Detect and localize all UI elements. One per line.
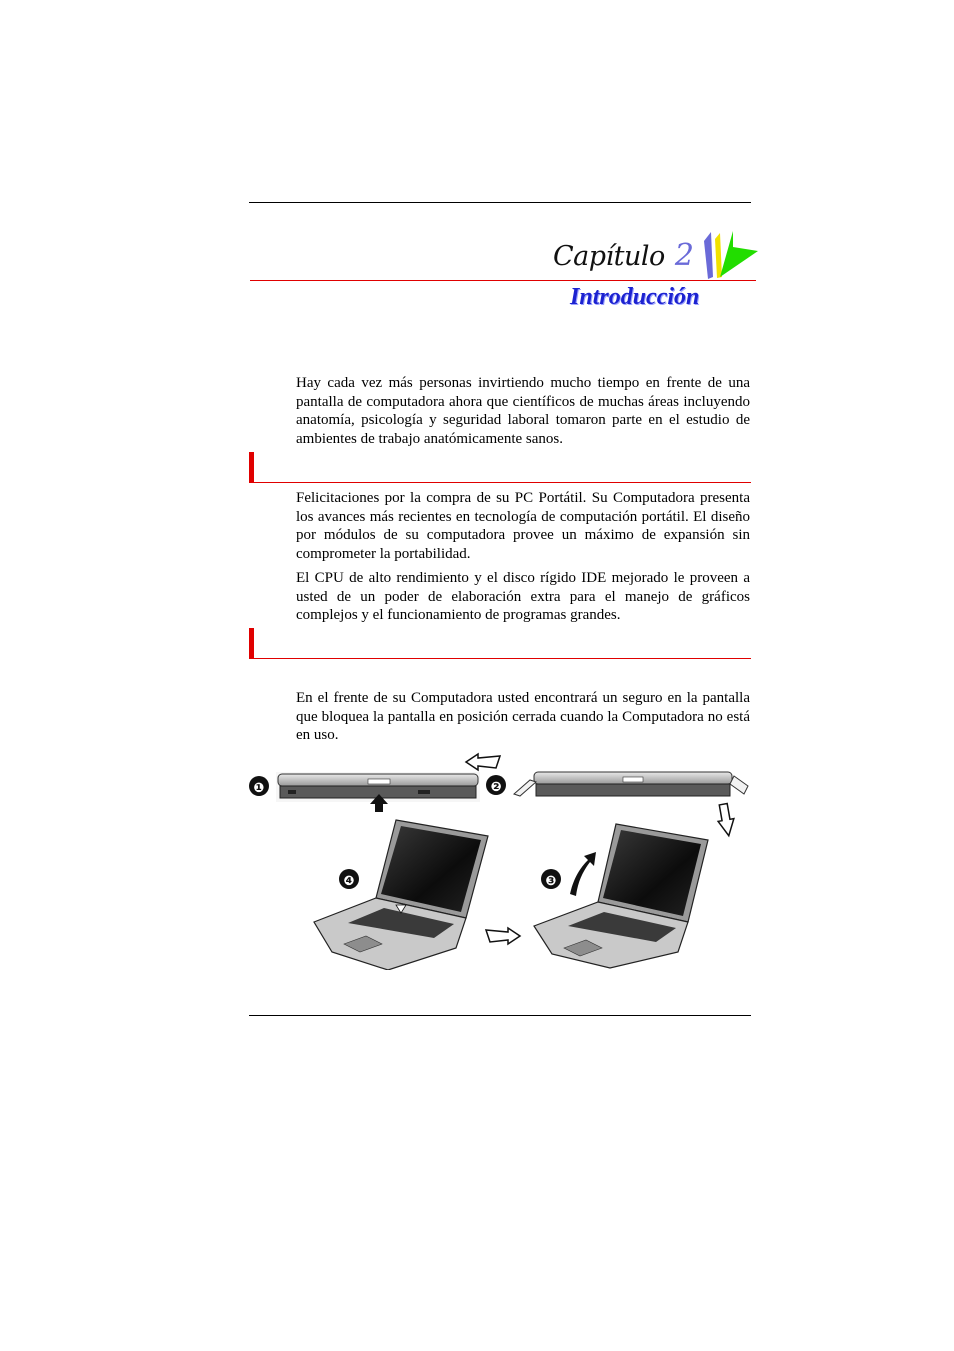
section-divider-2 (249, 628, 751, 659)
latch-paragraph: En el frente de su Computadora usted encontrará un seguro en la pantalla que bloquea la pantalla en posición cerrada cuando la Computadora no está en uso. (296, 690, 750, 744)
step-2-badge: ❷ (490, 780, 502, 795)
step-4-group (314, 820, 488, 970)
section-line (249, 482, 751, 483)
section-line (249, 658, 751, 659)
step-2-group (486, 772, 748, 796)
step-4-badge: ❹ (343, 874, 355, 889)
latch-illustration (248, 748, 754, 970)
lift-arrow-icon (570, 852, 596, 896)
footer-rule (249, 1015, 751, 1016)
chapter-logo-icon (703, 229, 759, 281)
arrow-down-icon (715, 803, 736, 837)
step-1-badge: ❶ (253, 781, 265, 796)
finger-left-icon (514, 780, 536, 796)
laptop-opening-diagram (248, 748, 754, 970)
step-3-group (534, 824, 708, 968)
section-marker (249, 628, 254, 659)
header-rule (249, 202, 751, 203)
arrow-right-icon (466, 754, 500, 770)
cpu-paragraph: El CPU de alto rendimiento y el disco rígido IDE mejorado le proveen a usted de un poder de elaboración extra para el manejo de gráficos complejos y el funcionamiento de programas grandes. (296, 570, 750, 624)
congrats-paragraph: Felicitaciones por la compra de su PC Portátil. Su Computadora presenta los avances más recientes en tecnología de computación portátil. El diseño por módulos de su computadora provee un máximo de expansión sin comprometer la portabilidad. (296, 490, 750, 562)
chapter-title: Introducción (570, 284, 700, 310)
finger-right-icon (730, 776, 748, 794)
chapter-red-rule (250, 280, 756, 281)
step-3-badge: ❸ (545, 874, 557, 889)
section-marker (249, 452, 254, 483)
arrow-left-icon (486, 928, 520, 944)
section-divider-1 (249, 452, 751, 483)
chapter-number: 2 (674, 238, 694, 273)
step-1-group (249, 772, 480, 812)
chapter-label: Capítulo (553, 241, 665, 272)
chapter-heading (553, 238, 694, 278)
intro-paragraph: Hay cada vez más personas invirtiendo mucho tiempo en frente de una pantalla de computadora ahora que científicos de muchas áreas incluyendo anatomía, psicología y seguridad laboral tomaron parte en el estudio de ambientes de trabajo anatómicamente sanos. (296, 375, 750, 447)
